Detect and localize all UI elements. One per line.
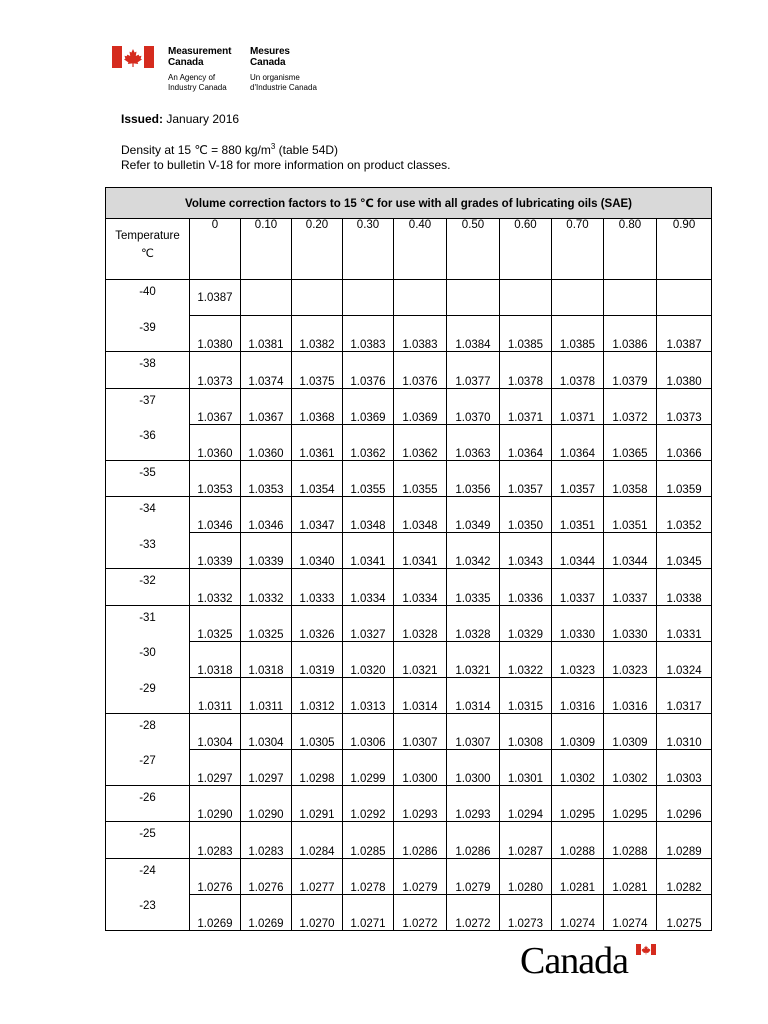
value-cell: 1.0373 [190,352,241,389]
table-row [106,533,712,569]
temperature-label: -36 [139,430,156,442]
value-cell: 1.0380 [657,352,712,389]
temperature-label: -27 [139,755,156,767]
canada-flag-icon [112,46,154,68]
value-cell: 1.0322 [500,641,552,677]
value-cell: 1.0298 [292,749,343,785]
value-cell: 1.0369 [343,388,394,424]
table-row [106,316,712,352]
value-cell: 1.0305 [292,713,343,749]
value-cell [657,280,712,316]
column-header: 0.70 [552,219,604,280]
value-cell: 1.0310 [657,713,712,749]
value-cell: 1.0281 [604,858,657,894]
value-cell: 1.0319 [292,641,343,677]
value-cell [292,280,343,316]
temperature-cell [106,460,190,497]
table-title: Volume correction factors to 15 ℃ for use with all grades of lubricating oils (SAE) [106,188,712,219]
value-cell: 1.0362 [394,424,447,460]
value-cell: 1.0291 [292,785,343,822]
value-cell: 1.0329 [500,605,552,641]
table-row [106,749,712,785]
value-cell: 1.0285 [343,822,394,859]
value-cell: 1.0314 [394,677,447,713]
value-cell: 1.0328 [447,605,500,641]
temperature-label: -31 [139,611,156,624]
value-cell: 1.0323 [604,641,657,677]
value-cell: 1.0300 [447,749,500,785]
value-cell: 1.0288 [604,822,657,859]
value-cell: 1.0321 [447,641,500,677]
value-cell: 1.0374 [241,352,292,389]
issued-date: Issued: January 2016 [121,112,240,126]
canada-wordmark-logo [520,942,660,982]
value-cell: 1.0339 [190,533,241,569]
column-header: 0.80 [604,219,657,280]
value-cell: 1.0271 [343,894,394,930]
table-row [106,605,712,641]
value-cell: 1.0369 [394,388,447,424]
value-cell: 1.0326 [292,605,343,641]
column-header: 0 [190,219,241,280]
value-cell: 1.0378 [500,352,552,389]
table-row [106,713,712,749]
value-cell: 1.0314 [447,677,500,713]
temperature-cell [106,497,190,569]
temperature-cell [106,352,190,389]
value-cell: 1.0349 [447,497,500,533]
value-cell: 1.0383 [394,316,447,352]
table-row [106,569,712,606]
value-cell: 1.0355 [343,460,394,497]
value-cell: 1.0364 [552,424,604,460]
value-cell: 1.0371 [552,388,604,424]
value-cell: 1.0281 [552,858,604,894]
value-cell: 1.0313 [343,677,394,713]
value-cell: 1.0337 [604,569,657,606]
value-cell: 1.0376 [343,352,394,389]
value-cell: 1.0380 [190,316,241,352]
value-cell: 1.0348 [343,497,394,533]
value-cell: 1.0295 [604,785,657,822]
value-cell: 1.0293 [394,785,447,822]
volume-correction-table [105,187,712,931]
value-cell: 1.0375 [292,352,343,389]
value-cell: 1.0342 [447,533,500,569]
value-cell: 1.0361 [292,424,343,460]
value-cell: 1.0336 [500,569,552,606]
column-header: 0.60 [500,219,552,280]
value-cell: 1.0296 [657,785,712,822]
value-cell: 1.0315 [500,677,552,713]
value-cell: 1.0307 [394,713,447,749]
table-row [106,460,712,497]
value-cell: 1.0362 [343,424,394,460]
value-cell: 1.0367 [190,388,241,424]
temperature-label: -35 [139,466,156,479]
temperature-label: -39 [139,321,156,334]
table-row [106,497,712,533]
value-cell: 1.0311 [241,677,292,713]
table-row [106,280,712,316]
value-cell: 1.0284 [292,822,343,859]
value-cell [447,280,500,316]
table-row [106,641,712,677]
value-cell: 1.0316 [604,677,657,713]
value-cell [343,280,394,316]
value-cell: 1.0332 [241,569,292,606]
value-cell: 1.0290 [190,785,241,822]
temperature-label: -24 [139,864,156,877]
value-cell: 1.0331 [657,605,712,641]
value-cell: 1.0273 [500,894,552,930]
temperature-label: -38 [139,358,156,370]
value-cell: 1.0341 [343,533,394,569]
value-cell: 1.0377 [447,352,500,389]
temperature-label: -37 [139,394,156,407]
column-header: 0.50 [447,219,500,280]
column-header: 0.90 [657,219,712,280]
value-cell: 1.0350 [500,497,552,533]
value-cell: 1.0294 [500,785,552,822]
value-cell: 1.0355 [394,460,447,497]
value-cell: 1.0353 [190,460,241,497]
value-cell: 1.0324 [657,641,712,677]
value-cell [241,280,292,316]
temperature-cell [106,569,190,606]
value-cell: 1.0382 [292,316,343,352]
table-row [106,677,712,713]
value-cell: 1.0333 [292,569,343,606]
value-cell: 1.0385 [552,316,604,352]
value-cell: 1.0283 [241,822,292,859]
value-cell: 1.0364 [500,424,552,460]
value-cell: 1.0334 [394,569,447,606]
value-cell: 1.0302 [552,749,604,785]
value-cell: 1.0378 [552,352,604,389]
table-row [106,424,712,460]
temperature-cell [106,388,190,460]
temperature-label: -40 [139,286,156,298]
temperature-cell [106,713,190,785]
value-cell: 1.0352 [657,497,712,533]
org-name-french: Mesures Canada Un organisme d'Industrie Canada [250,46,317,92]
value-cell: 1.0318 [190,641,241,677]
table-row [106,822,712,859]
temperature-cell [106,280,190,352]
table-row [106,352,712,389]
value-cell: 1.0379 [604,352,657,389]
value-cell: 1.0274 [552,894,604,930]
value-cell: 1.0351 [552,497,604,533]
value-cell: 1.0387 [190,280,241,316]
value-cell: 1.0367 [241,388,292,424]
value-cell: 1.0385 [500,316,552,352]
value-cell [500,280,552,316]
value-cell: 1.0320 [343,641,394,677]
column-header: 0.20 [292,219,343,280]
value-cell: 1.0269 [241,894,292,930]
canada-flag-icon [636,944,656,955]
agency-header [112,46,412,102]
value-cell: 1.0275 [657,894,712,930]
temperature-header: Temperature ℃ [106,219,190,280]
value-cell: 1.0274 [604,894,657,930]
value-cell: 1.0368 [292,388,343,424]
value-cell [552,280,604,316]
value-cell: 1.0330 [604,605,657,641]
value-cell: 1.0272 [394,894,447,930]
temperature-label: -34 [139,503,156,515]
value-cell: 1.0276 [190,858,241,894]
table-row [106,785,712,822]
value-cell: 1.0293 [447,785,500,822]
temperature-label: -23 [139,900,156,912]
value-cell: 1.0277 [292,858,343,894]
value-cell: 1.0299 [343,749,394,785]
value-cell: 1.0365 [604,424,657,460]
value-cell: 1.0370 [447,388,500,424]
value-cell: 1.0357 [552,460,604,497]
table-row [106,858,712,894]
value-cell: 1.0330 [552,605,604,641]
value-cell: 1.0311 [190,677,241,713]
value-cell: 1.0366 [657,424,712,460]
value-cell: 1.0318 [241,641,292,677]
value-cell: 1.0279 [394,858,447,894]
value-cell: 1.0338 [657,569,712,606]
value-cell: 1.0278 [343,858,394,894]
value-cell: 1.0327 [343,605,394,641]
value-cell: 1.0383 [343,316,394,352]
value-cell [604,280,657,316]
value-cell: 1.0334 [343,569,394,606]
value-cell: 1.0348 [394,497,447,533]
value-cell: 1.0343 [500,533,552,569]
value-cell [394,280,447,316]
value-cell: 1.0325 [190,605,241,641]
value-cell: 1.0346 [190,497,241,533]
value-cell: 1.0304 [241,713,292,749]
value-cell: 1.0286 [394,822,447,859]
temperature-label: -26 [139,791,156,804]
value-cell: 1.0328 [394,605,447,641]
bulletin-note: Refer to bulletin V-18 for more information on product classes. [121,158,451,172]
value-cell: 1.0300 [394,749,447,785]
column-header: 0.10 [241,219,292,280]
value-cell: 1.0344 [604,533,657,569]
value-cell: 1.0272 [447,894,500,930]
value-cell: 1.0316 [552,677,604,713]
value-cell: 1.0345 [657,533,712,569]
value-cell: 1.0287 [500,822,552,859]
value-cell: 1.0270 [292,894,343,930]
value-cell: 1.0372 [604,388,657,424]
value-cell: 1.0307 [447,713,500,749]
value-cell: 1.0297 [241,749,292,785]
value-cell: 1.0283 [190,822,241,859]
value-cell: 1.0306 [343,713,394,749]
value-cell: 1.0353 [241,460,292,497]
document-meta [121,112,721,173]
value-cell: 1.0309 [552,713,604,749]
value-cell: 1.0325 [241,605,292,641]
value-cell: 1.0317 [657,677,712,713]
value-cell: 1.0360 [241,424,292,460]
column-header: 0.40 [394,219,447,280]
value-cell: 1.0332 [190,569,241,606]
column-header: 0.30 [343,219,394,280]
table-row [106,388,712,424]
value-cell: 1.0295 [552,785,604,822]
value-cell: 1.0363 [447,424,500,460]
value-cell: 1.0351 [604,497,657,533]
value-cell: 1.0289 [657,822,712,859]
value-cell: 1.0301 [500,749,552,785]
value-cell: 1.0384 [447,316,500,352]
density-note: Density at 15 ℃ = 880 $kg/m^3$ (table 54D) [121,142,339,157]
value-cell: 1.0323 [552,641,604,677]
wordmark-text: Canada [520,940,628,982]
value-cell: 1.0359 [657,460,712,497]
temperature-label: -28 [139,719,156,732]
value-cell: 1.0308 [500,713,552,749]
temperature-cell [106,858,190,930]
value-cell: 1.0340 [292,533,343,569]
value-cell: 1.0309 [604,713,657,749]
value-cell: 1.0321 [394,641,447,677]
temperature-cell [106,785,190,822]
value-cell: 1.0386 [604,316,657,352]
value-cell: 1.0303 [657,749,712,785]
temperature-label: -32 [139,575,156,587]
value-cell: 1.0356 [447,460,500,497]
value-cell: 1.0282 [657,858,712,894]
value-cell: 1.0297 [190,749,241,785]
table-row [106,894,712,930]
value-cell: 1.0346 [241,497,292,533]
temperature-cell [106,822,190,859]
value-cell: 1.0357 [500,460,552,497]
value-cell: 1.0279 [447,858,500,894]
value-cell: 1.0312 [292,677,343,713]
value-cell: 1.0347 [292,497,343,533]
value-cell: 1.0376 [394,352,447,389]
value-cell: 1.0269 [190,894,241,930]
value-cell: 1.0344 [552,533,604,569]
temperature-label: -30 [139,647,156,659]
value-cell: 1.0360 [190,424,241,460]
value-cell: 1.0387 [657,316,712,352]
temperature-label: -25 [139,828,156,840]
column-header-row [106,219,712,280]
value-cell: 1.0354 [292,460,343,497]
value-cell: 1.0292 [343,785,394,822]
value-cell: 1.0341 [394,533,447,569]
value-cell: 1.0335 [447,569,500,606]
temperature-label: -29 [139,682,156,695]
value-cell: 1.0371 [500,388,552,424]
value-cell: 1.0286 [447,822,500,859]
value-cell: 1.0373 [657,388,712,424]
value-cell: 1.0288 [552,822,604,859]
value-cell: 1.0339 [241,533,292,569]
value-cell: 1.0290 [241,785,292,822]
value-cell: 1.0304 [190,713,241,749]
value-cell: 1.0280 [500,858,552,894]
value-cell: 1.0276 [241,858,292,894]
value-cell: 1.0302 [604,749,657,785]
value-cell: 1.0381 [241,316,292,352]
value-cell: 1.0358 [604,460,657,497]
temperature-label: -33 [139,538,156,551]
value-cell: 1.0337 [552,569,604,606]
org-name-english: Measurement Canada An Agency of Industry Canada [168,46,232,92]
temperature-cell [106,605,190,713]
